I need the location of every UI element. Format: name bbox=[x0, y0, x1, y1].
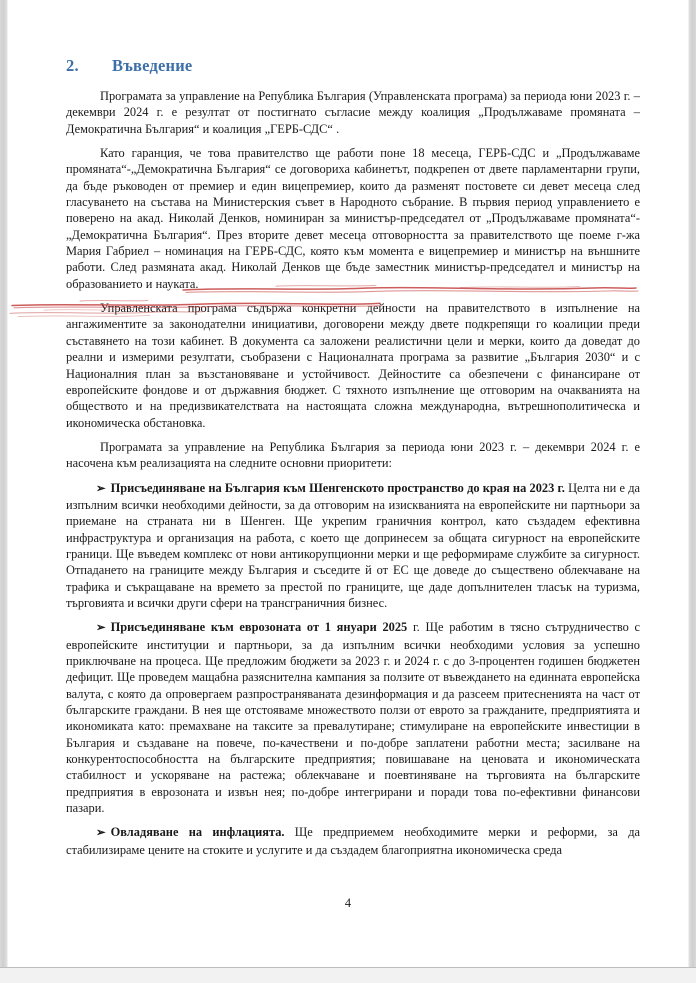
bullet-arrow-icon: ➢ bbox=[96, 482, 106, 495]
page-title bbox=[66, 56, 640, 76]
page-gutter-left bbox=[0, 0, 8, 968]
priority-2-text: г. Ще работим в тясно сътрудничество с европейските институции и партньори, за да изпълним всички необходими условия за успешно приключване на процеса. Ще предложим бюджети за 2023 г. и 2024 г. с до 3-процентен годишен бюджетен дефицит. Ще проведем мащабна разяснителна кампания за ползите от въвеждането на единната европейска валута, с която да опровергаем разпространяваната дезинформация и да разсеем притесненията на част от българските граждани. В нея ще отстояваме множеството ползи от еврото за гражданите, предприятията и икономиката като: премахване на таксите за превалутиране; стимулиране на европейските инвестиции в България и създаване на повече, по-качествени и по-добре заплатени работни места; засилване на конкурентоспособността на българските предприятия; повишаване на ценовата и икономическата стабилност и ускоряване на растежа; облекчаване и поевтиняване на търговията на българските предприятия в еврозоната и извън нея; по-добре интегрирани и поради това по-ефективни финансови пазари. bbox=[66, 620, 640, 816]
heading-number: 2. bbox=[66, 56, 79, 75]
page-gutter-right bbox=[688, 0, 696, 968]
paragraph-1: Програмата за управление на Република България (Управленската програма) за периода юни 2023 г. – декември 2024 г. е резултат от постигнато съгласие между коалиция „Продължаваме промяната – Демократична България“ и коалиция „ГЕРБ-СДС“ . bbox=[66, 89, 640, 136]
priority-3-lead: Овладяване на инфлацията. bbox=[110, 825, 285, 840]
paragraph-2: Като гаранция, че това правителство ще работи поне 18 месеца, ГЕРБ-СДС и „Продължаваме промяната“-„Демократична България“ се договориха кабинетът, подкрепен от двете парламентарни групи, да бъде ръководен от премиер и един вицепремиер, които да разменят постовете си девет месеца след гласуването на състава на Министерския съвет в Народното събрание. В първия период управлението е поверено на акад. Николай Денков, номиниран за министър-председател от „Продължаваме промяната“-„Демократична България“. През вторите девет месеца отговорността за правителството ще поеме г-жа Мария Габриел – номинация на ГЕРБ-СДС, която към момента е вицепремиер и министър на външните работи. След размяната акад. Николай Денков ще бъде заместник министър-председател и министър на образованието и науката. bbox=[66, 146, 640, 291]
heading-title: Въведение bbox=[112, 56, 193, 75]
bullet-arrow-icon: ➢ bbox=[96, 622, 106, 635]
priority-3-text: Ще предприемем необходимите мерки и реформи, за да стабилизираме цените на стоките и услугите и да създадем благоприятна икономическа среда bbox=[66, 825, 640, 857]
document-page bbox=[8, 0, 688, 968]
priority-item-2 bbox=[66, 619, 640, 816]
priority-item-3 bbox=[66, 824, 640, 858]
priority-1-lead: Присъединяване на България към Шенгенското пространство до края на 2023 г. bbox=[110, 480, 565, 495]
paragraph-4: Програмата за управление на Република България за периода юни 2023 г. – декември 2024 г. е насочена към реализацията на следните основни приоритети: bbox=[66, 439, 640, 471]
priority-1-text: Целта ни е да изпълним всички необходими дейности, за да отговорим на изискванията на европейските ни партньори за приемане на страната ни в Шенген. Ще укрепим граничния контрол, като създадем ефективна инфраструктура и организация на работа, с което ще допринесем за общата сигурност на европейските граници. Ще въведем комплекс от нови антикорупционни мерки и ще реформираме службите за сигурност. Отпадането на границите между България и съседите й от ЕС ще доведе до съществено облекчаване на трафика и съкращаване на времето за престой по границите, ще даде допълнителен тласък на туризма, търговията и всички други сфери на трансграничния бизнес. bbox=[66, 480, 640, 610]
page-content bbox=[66, 56, 640, 858]
priority-item-1 bbox=[66, 480, 640, 612]
priority-2-lead: Присъединяване към еврозоната от 1 януари 2025 bbox=[110, 620, 408, 635]
viewport-bottom-strip bbox=[0, 967, 696, 983]
paragraph-3: Управленската програма съдържа конкретни дейности на правителството в изпълнение на ангажиментите за законодателни инициативи, договорени между двете подкрепящи го коалиции преди съставянето на този кабинет. В документа са заложени реалистични цели и мерки, които да доведат до реални и измерими резултати, съобразени с Националната програма за развитие „България 2030“ и с Националния план за възстановяване и устойчивост. Дейностите са обезпечени с финансиране от европейските фондове и от държавния бюджет. С тяхното изпълнение ще отговорим на очакванията на обществото и на предизвикателствата на настоящата сложна международна, вътрешнополитическа и икономическа обстановка. bbox=[66, 301, 640, 430]
page-number: 4 bbox=[344, 896, 352, 910]
bullet-arrow-icon: ➢ bbox=[96, 827, 106, 840]
